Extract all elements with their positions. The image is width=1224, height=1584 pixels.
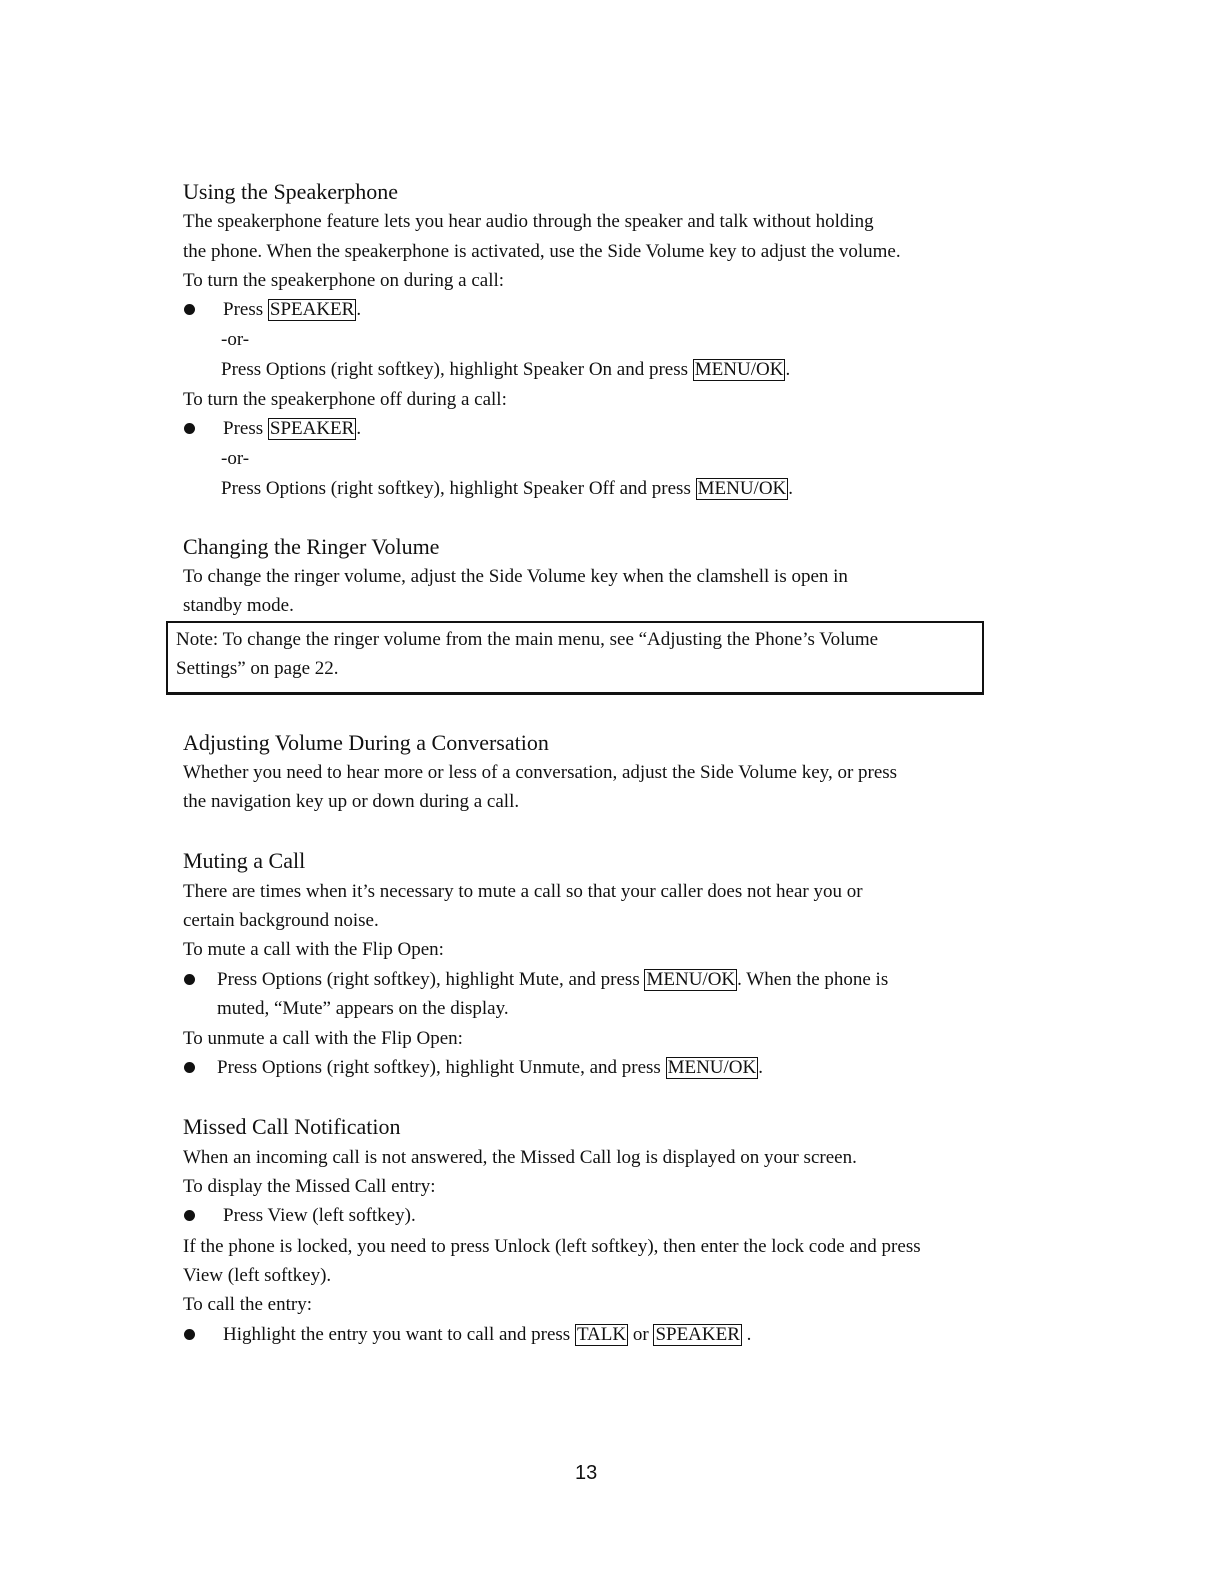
instruction-label: To turn the speakerphone on during a call: — [183, 270, 505, 291]
bullet-icon — [184, 423, 195, 434]
speaker-key-label: SPEAKER — [269, 418, 355, 439]
note-text: Settings” on page 22. — [176, 658, 339, 679]
menu-ok-key-label: MENU/OK — [667, 1057, 757, 1078]
step-press-speaker: Press SPEAKER . — [223, 418, 362, 439]
paragraph-line: The speakerphone feature lets you hear audio through the speaker and talk without holding — [183, 211, 874, 232]
menu-ok-key-label: MENU/OK — [694, 359, 784, 380]
instruction-label: To turn the speakerphone off during a call: — [183, 389, 507, 410]
step-mute: Press Options (right softkey), highlight Mute, and press MENU/OK . When the phone is — [217, 969, 889, 990]
step-call-entry: Highlight the entry you want to call and press TALK or SPEAKER . — [223, 1324, 752, 1345]
step-speaker-off: Press Options (right softkey), highlight Speaker Off and press MENU/OK . — [221, 478, 794, 499]
instruction-label: To call the entry: — [183, 1294, 312, 1315]
paragraph-line: When an incoming call is not answered, the Missed Call log is displayed on your screen. — [183, 1147, 857, 1168]
instruction-label: To display the Missed Call entry: — [183, 1176, 436, 1197]
bullet-icon — [184, 1062, 195, 1073]
bullet-icon — [184, 1329, 195, 1340]
section-heading-ringer: Changing the Ringer Volume — [183, 534, 440, 559]
section-heading-missed: Missed Call Notification — [183, 1114, 401, 1139]
step-unmute: Press Options (right softkey), highlight Unmute, and press MENU/OK . — [217, 1057, 763, 1078]
bullet-icon — [184, 304, 195, 315]
talk-key-label: TALK — [576, 1324, 627, 1345]
paragraph-line: the navigation key up or down during a call. — [183, 791, 520, 812]
paragraph-line: Whether you need to hear more or less of a conversation, adjust the Side Volume key, or press — [183, 762, 898, 783]
paragraph-line: There are times when it’s necessary to mute a call so that your caller does not hear you or — [183, 881, 863, 902]
paragraph-line: the phone. When the speakerphone is activated, use the Side Volume key to adjust the volume. — [183, 241, 901, 262]
page-number: 13 — [575, 1462, 598, 1484]
paragraph-line: View (left softkey). — [183, 1265, 332, 1286]
step-speaker-on: Press Options (right softkey), highlight Speaker On and press MENU/OK . — [221, 359, 791, 380]
section-heading-muting: Muting a Call — [183, 848, 306, 873]
note-text: Note: To change the ringer volume from the main menu, see “Adjusting the Phone’s Volume — [176, 629, 879, 650]
paragraph-line: To change the ringer volume, adjust the Side Volume key when the clamshell is open in — [183, 566, 848, 587]
bullet-icon — [184, 974, 195, 985]
or-separator: -or- — [221, 448, 250, 469]
section-heading-conversation: Adjusting Volume During a Conversation — [183, 730, 549, 755]
instruction-label: To mute a call with the Flip Open: — [183, 939, 444, 960]
step-view: Press View (left softkey). — [223, 1205, 416, 1226]
menu-ok-key-label: MENU/OK — [697, 478, 787, 499]
paragraph-line: standby mode. — [183, 595, 294, 616]
speaker-key-label: SPEAKER — [655, 1324, 740, 1345]
speaker-key-label: SPEAKER — [269, 299, 355, 320]
step-mute-continued: muted, “Mute” appears on the display. — [217, 998, 509, 1019]
step-press-speaker: Press SPEAKER . — [223, 299, 362, 320]
paragraph-line: If the phone is locked, you need to press Unlock (left softkey), then enter the lock code and press — [183, 1236, 921, 1257]
section-heading-speakerphone: Using the Speakerphone — [183, 179, 399, 204]
or-separator: -or- — [221, 329, 250, 350]
menu-ok-key-label: MENU/OK — [646, 969, 736, 990]
bullet-icon — [184, 1210, 195, 1221]
paragraph-line: certain background noise. — [183, 910, 379, 931]
instruction-label: To unmute a call with the Flip Open: — [183, 1028, 463, 1049]
